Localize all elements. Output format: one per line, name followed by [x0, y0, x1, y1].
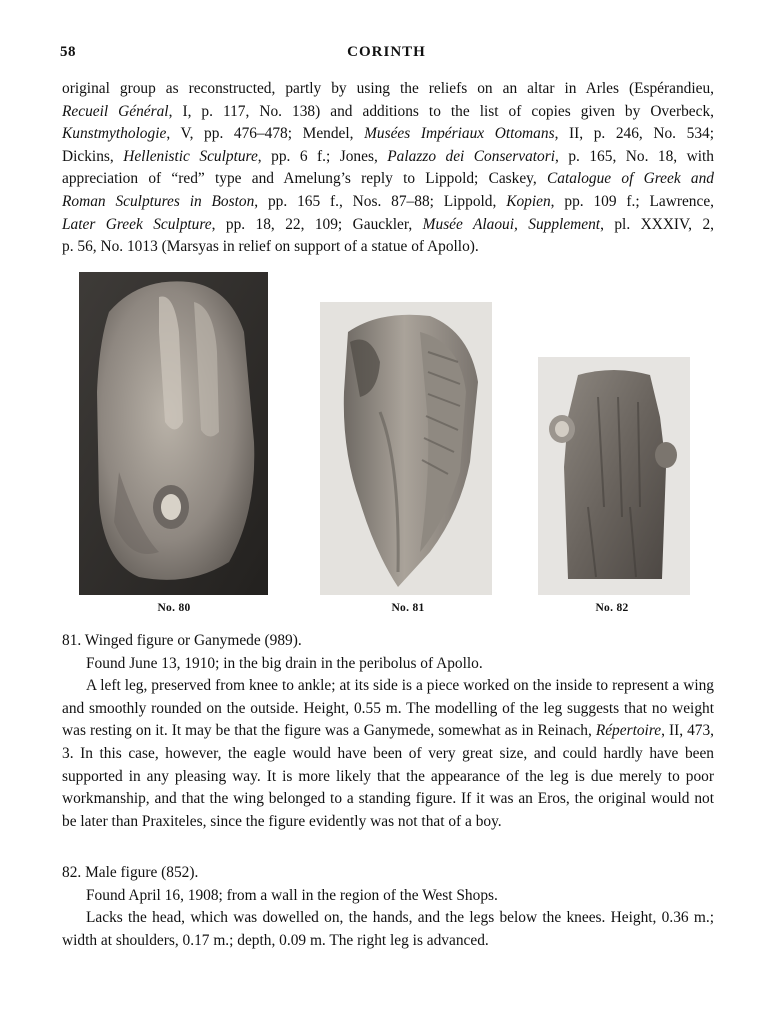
- entry-82-description: Lacks the head, which was dowelled on, the hands, and the legs below the knees. Height, 0.36 m.; width at shoulders, 0.17 m.; depth, 0.09 m. The right leg is advanced.: [62, 909, 714, 949]
- intro-italic-run: Catalogue of Greek and: [547, 170, 714, 188]
- intro-italic-run: Roman Sculptures in Boston: [62, 192, 255, 210]
- intro-text-run: , V, pp. 476–478; Mendel,: [166, 125, 365, 143]
- figure-82-photo: [538, 357, 690, 595]
- intro-italic-run: Later Greek Sculpture: [62, 215, 212, 233]
- intro-text-run: original group as reconstructed, partly by using the reliefs on an altar in Arles (Espérandieu,: [62, 80, 714, 97]
- intro-italic-run: Kopien: [506, 192, 551, 210]
- entry-81-desc-italic: Répertoire: [595, 722, 662, 740]
- figure-81-photo: [320, 302, 492, 595]
- intro-text-run: , p. 165, No. 18, with: [555, 147, 714, 165]
- intro-line: [62, 78, 714, 101]
- entry-81-heading: 81. Winged figure or Ganymede (989).: [62, 632, 302, 649]
- intro-italic-run: Hellenistic Sculpture: [123, 147, 258, 165]
- intro-line: [62, 123, 714, 146]
- running-title: CORINTH: [347, 44, 426, 60]
- intro-text-run: p. 56, No. 1013 (Marsyas in relief on support of a statue of Apollo).: [62, 238, 479, 256]
- intro-text-run: , pp. 18, 22, 109; Gauckler,: [211, 215, 423, 233]
- entry-81-description: [62, 675, 714, 833]
- entry-81: [62, 630, 714, 833]
- figure-80-caption: No. 80: [157, 602, 191, 614]
- intro-line: [62, 191, 714, 214]
- intro-line: [62, 146, 714, 169]
- intro-text-run: , pp. 109 f.; Lawrence,: [550, 192, 714, 210]
- entry-81-desc-pre: A left leg, preserved from knee to ankle; at its side is a piece worked on the inside to represent a wing and smoothly rounded on the outside. Height, 0.55 m. The modelling of the leg suggests that no weight was resting on it. It may be that the figure was a Ganymede, somewhat as in Reinach,: [62, 677, 714, 740]
- intro-text-run: , II, p. 246, No. 534;: [554, 125, 714, 143]
- intro-text-run: Dickins,: [62, 147, 124, 165]
- intro-text-run: , pl. XXXIV, 2,: [600, 215, 714, 233]
- entry-81-found: Found June 13, 1910; in the big drain in the peribolus of Apollo.: [86, 654, 483, 672]
- intro-line: [62, 101, 714, 124]
- intro-italic-run: Palazzo dei Conservatori: [387, 147, 556, 165]
- figure-80-photo: [79, 272, 268, 595]
- entry-82: [62, 862, 714, 952]
- figure-82-caption: No. 82: [595, 602, 629, 614]
- intro-text-run: , I, p. 117, No. 138) and additions to the list of copies given by Overbeck,: [168, 102, 714, 120]
- entry-82-found: Found April 16, 1908; from a wall in the region of the West Shops.: [86, 886, 498, 904]
- intro-text-run: , pp. 165 f., Nos. 87–88; Lippold,: [254, 192, 507, 210]
- intro-line: [62, 236, 714, 259]
- intro-text-run: appreciation of “red” type and Amelung’s reply to Lippold; Caskey,: [62, 170, 547, 188]
- entry-82-heading: 82. Male figure (852).: [62, 864, 199, 881]
- entry-81-desc-post: , II, 473, 3. In this case, however, the eagle would have been of very great size, and could hardly have been supported in any pleasing way. It is more likely that the appearance of the leg is due merely to poor workmanship, and that the wing belonged to a standing figure. If it was an Eros, the original would not be later than Praxiteles, since the figure evidently was not that of a boy.: [62, 722, 715, 830]
- intro-line: [62, 214, 714, 237]
- intro-text-run: , pp. 6 f.; Jones,: [257, 147, 388, 165]
- intro-italic-run: Recueil Général: [62, 102, 169, 120]
- figure-81-caption: No. 81: [391, 602, 425, 614]
- page-number: 58: [60, 44, 76, 60]
- intro-italic-run: Musée Alaoui, Supplement: [422, 215, 601, 233]
- intro-paragraph: [62, 78, 714, 259]
- intro-line: [62, 168, 714, 191]
- intro-italic-run: Kunstmythologie: [62, 125, 167, 143]
- intro-italic-run: Musées Impériaux Ottomans: [364, 125, 555, 143]
